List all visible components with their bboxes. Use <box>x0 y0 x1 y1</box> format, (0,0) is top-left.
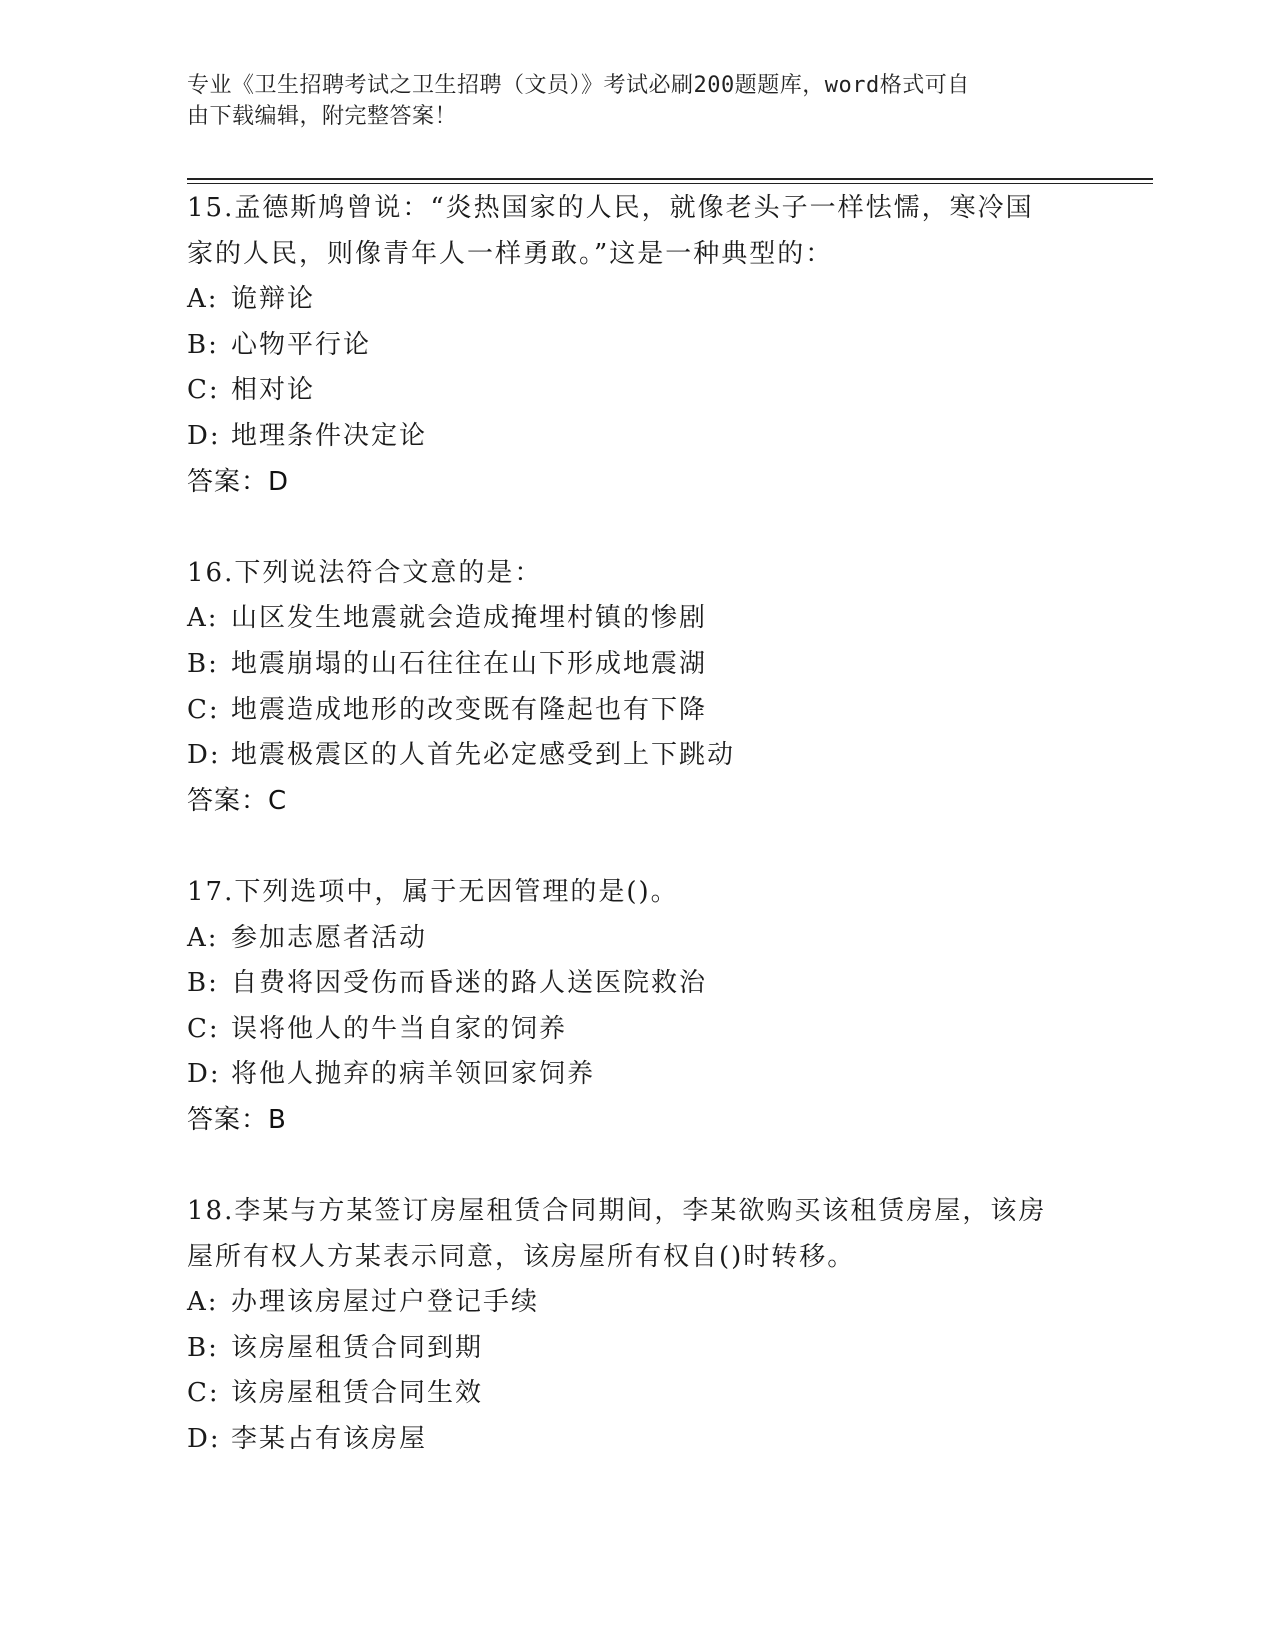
option-key: D: <box>187 740 221 771</box>
option-text: 地理条件决定论 <box>231 420 428 451</box>
option-key: C: <box>187 694 220 725</box>
option-key: D: <box>187 1059 221 1090</box>
header-line-2: 由下载编辑，附完整答案！ <box>187 104 458 129</box>
answer-line: 答案：C <box>187 785 288 816</box>
question-text: 家的人民，则像青年人一样勇敢。”这是一种典型的： <box>187 238 834 269</box>
question-15 <box>187 186 1087 505</box>
option-text: 地震极震区的人首先必定感受到上下跳动 <box>231 740 736 771</box>
question-text: 15.孟德斯鸠曾说：“炎热国家的人民，就像老头子一样怯懦，寒冷国 <box>187 193 1034 223</box>
question-text: 16.下列说法符合文意的是： <box>187 557 543 588</box>
option-b <box>187 1326 1087 1372</box>
option-a <box>187 596 1087 642</box>
question-gap <box>187 505 1087 551</box>
header-line-1: 专业《卫生招聘考试之卫生招聘（文员）》考试必刷200题题库，word格式可自 <box>187 73 970 98</box>
option-text: 李某占有该房屋 <box>231 1424 428 1455</box>
option-key: B: <box>187 968 219 999</box>
option-key: B: <box>187 1332 219 1363</box>
option-key: D: <box>187 1424 221 1455</box>
option-key: A: <box>187 1287 219 1318</box>
option-c <box>187 1371 1087 1417</box>
option-b <box>187 323 1087 369</box>
option-text: 地震崩塌的山石往往在山下形成地震湖 <box>231 648 708 679</box>
option-key: C: <box>187 1013 220 1044</box>
option-text: 心物平行论 <box>231 329 372 360</box>
question-text: 18.李某与方某签订房屋租赁合同期间，李某欲购买该租赁房屋，该房 <box>187 1196 1047 1227</box>
option-text: 参加志愿者活动 <box>231 922 428 953</box>
option-text: 相对论 <box>231 375 316 406</box>
option-a <box>187 277 1087 323</box>
option-text: 地震造成地形的改变既有隆起也有下降 <box>231 694 708 725</box>
option-text: 该房屋租赁合同生效 <box>231 1378 484 1409</box>
question-17 <box>187 870 1087 1144</box>
option-a <box>187 916 1087 962</box>
header-divider-thin <box>187 183 1153 184</box>
question-text: 17.下列选项中，属于无因管理的是()。 <box>187 876 679 907</box>
option-b <box>187 961 1087 1007</box>
option-text: 自费将因受伤而昏迷的路人送医院救治 <box>231 968 708 999</box>
option-text: 办理该房屋过户登记手续 <box>231 1287 540 1318</box>
option-d <box>187 1052 1087 1098</box>
option-key: A: <box>187 922 219 953</box>
question-gap <box>187 1143 1087 1189</box>
option-key: B: <box>187 329 219 360</box>
question-gap <box>187 824 1087 870</box>
question-18 <box>187 1189 1087 1463</box>
option-c <box>187 688 1087 734</box>
option-text: 该房屋租赁合同到期 <box>231 1332 484 1363</box>
option-key: C: <box>187 375 220 406</box>
option-d <box>187 733 1087 779</box>
option-key: A: <box>187 284 219 315</box>
option-a <box>187 1280 1087 1326</box>
header-divider-thick <box>187 178 1153 180</box>
question-text: 屋所有权人方某表示同意，该房屋所有权自()时转移。 <box>187 1241 856 1272</box>
question-list <box>187 186 1087 1463</box>
option-d <box>187 1417 1087 1463</box>
document-header <box>187 70 1067 132</box>
answer-line: 答案：D <box>187 466 290 497</box>
option-key: C: <box>187 1378 220 1409</box>
option-text: 诡辩论 <box>231 284 316 315</box>
option-text: 误将他人的牛当自家的饲养 <box>231 1013 568 1044</box>
option-key: D: <box>187 420 221 451</box>
option-c <box>187 368 1087 414</box>
option-b <box>187 642 1087 688</box>
option-d <box>187 414 1087 460</box>
answer-line: 答案：B <box>187 1104 287 1135</box>
question-16 <box>187 551 1087 825</box>
option-key: B: <box>187 648 219 679</box>
option-key: A: <box>187 603 219 634</box>
option-text: 将他人抛弃的病羊领回家饲养 <box>231 1059 596 1090</box>
option-c <box>187 1007 1087 1053</box>
option-text: 山区发生地震就会造成掩埋村镇的惨剧 <box>231 603 708 634</box>
